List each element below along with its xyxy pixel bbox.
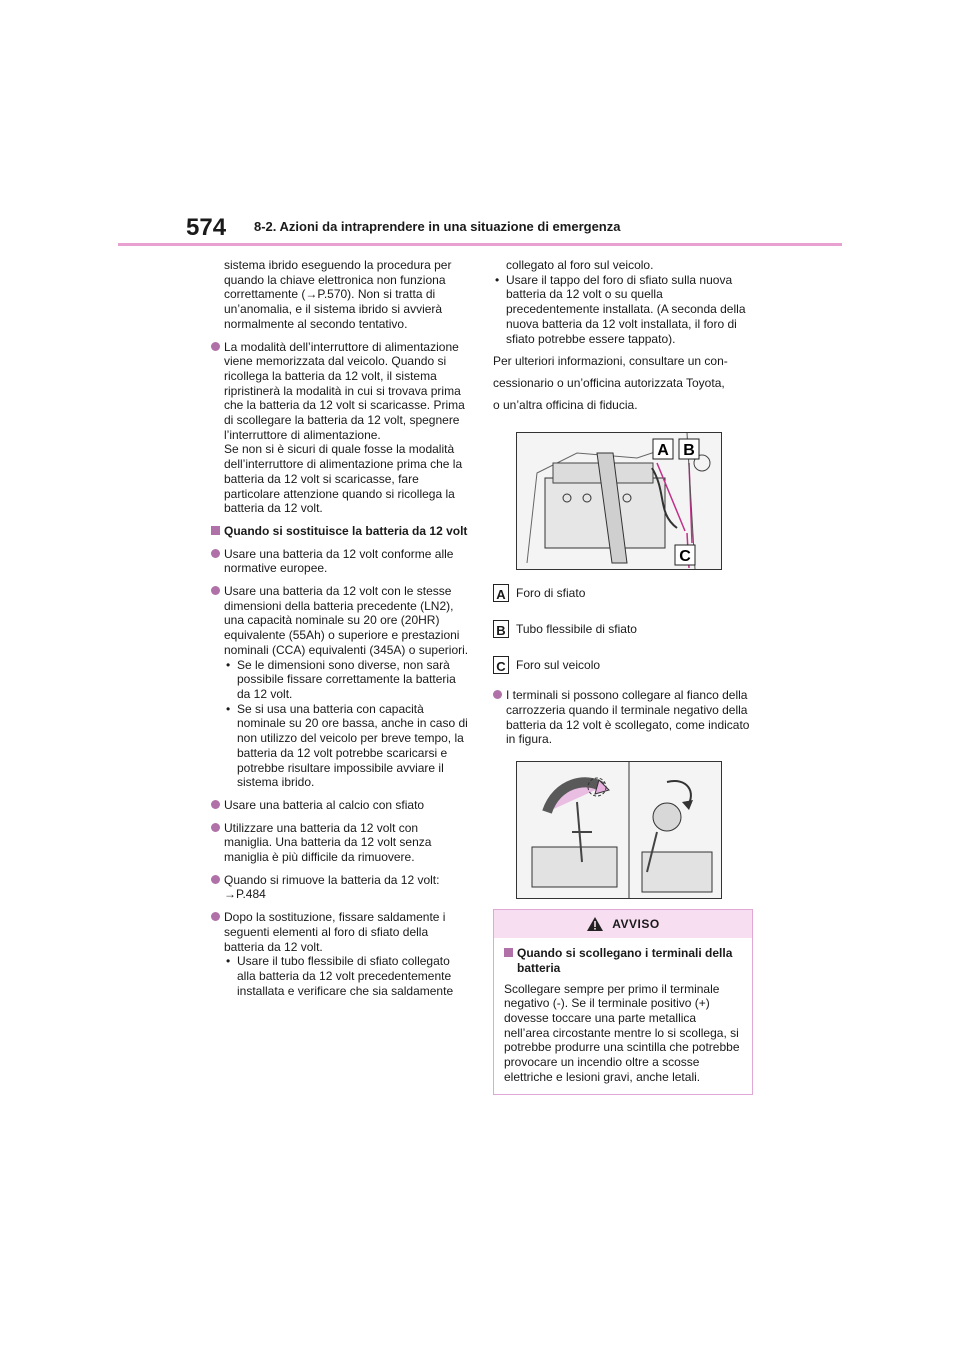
svg-text:B: B xyxy=(683,442,695,460)
bullet-icon xyxy=(211,800,220,809)
right-column xyxy=(493,258,753,1095)
bullet-icon xyxy=(211,823,220,832)
chapter-title: 8-2. Azioni da intraprendere in una situazione di emergenza xyxy=(254,219,621,234)
square-bullet-icon xyxy=(211,526,220,535)
list-item: Usare una batteria da 12 volt conforme alle normative europee. xyxy=(211,547,469,576)
svg-text:A: A xyxy=(657,442,669,460)
section-heading: Quando si sostituisce la batteria da 12 volt xyxy=(211,524,469,539)
left-column xyxy=(211,258,469,1006)
warning-label: AVVISO xyxy=(612,916,660,931)
sub-item: • Se le dimensioni sono diverse, non sarà possibile fissare correttamente la batteria da 12 volt. xyxy=(226,657,456,701)
header-divider xyxy=(118,243,842,246)
battery-vent-illustration xyxy=(516,432,722,570)
callout-text: Foro sul veicolo xyxy=(516,657,601,672)
page-reference-link[interactable]: →P.484 xyxy=(224,887,266,902)
list-item xyxy=(211,340,469,516)
callout-a xyxy=(493,584,753,602)
callout-letter: C xyxy=(493,656,509,674)
intro-paragraph: sistema ibrido eseguendo la procedura per quando la chiave elettronica non funziona correttamente (→P.570). Non si tratta di un’anomalia, e il sistema ibrido si avvierà normalmente al secondo tentativo. xyxy=(224,258,452,331)
sub-item: • Usare il tubo flessibile di sfiato collegato alla batteria da 12 volt precedentemente installata e verificare che sia saldamente xyxy=(226,954,454,998)
list-item: Dopo la sostituzione, fissare saldamente i seguenti elementi al foro di sfiato della batteria da 12 volt. • Usare il tubo flessibile di sfiato collegato alla batteria da 12 volt precedentemente installata e verificare che sia saldamente xyxy=(211,910,469,998)
bullet-icon xyxy=(211,586,220,595)
bullet-text: Se non si è sicuri di quale fosse la modalità dell’interruttore di alimentazione prima che la batteria da 12 volt si scaricasse, fare particolare attenzione quando si ricollega la batteria da 12 volt. xyxy=(224,442,463,516)
warning-title: Quando si scollegano i terminali della batteria xyxy=(504,946,742,975)
square-bullet-icon xyxy=(504,948,513,957)
bullet-icon xyxy=(211,912,220,921)
warning-icon xyxy=(586,916,604,932)
page-number: 574 xyxy=(186,214,227,241)
bullet-icon xyxy=(493,690,502,699)
terminal-illustration xyxy=(516,761,722,899)
callout-letter: A xyxy=(493,584,509,602)
list-item: Usare una batteria al calcio con sfiato xyxy=(211,798,469,813)
bullet-text: La modalità dell’interruttore di alimentazione viene memorizzata dal veicolo. Quando si ricollega la batteria da 12 volt, il sistema ripristinerà la modalità in cui si trovava prima che la batteria da 12 volt si scaricasse. Prima di scollegare la batteria da 12 volt, spegnere l’interruttore di alimentazione. xyxy=(224,339,465,442)
list-item: Utilizzare una batteria da 12 volt con maniglia. Una batteria da 12 volt senza maniglia è più difficile da rimuovere. xyxy=(211,821,469,865)
sub-item: • Usare il tappo del foro di sfiato sulla nuova batteria da 12 volt o su quella precedentemente installata. (A seconda della nuova batteria da 12 volt installata, il foro di sfiato potrebbe essere tappato). xyxy=(495,272,746,346)
callout-text: Tubo flessibile di sfiato xyxy=(516,621,637,636)
info-line: Per ulteriori informazioni, consultare un con- xyxy=(493,354,728,369)
warning-header xyxy=(494,910,752,938)
bullet-icon xyxy=(211,549,220,558)
warning-box xyxy=(493,909,753,1095)
info-line: o un’altra officina di fiducia. xyxy=(493,397,638,412)
list-item: Usare una batteria da 12 volt con le stesse dimensioni della batteria precedente (LN2), una capacità nominale su 20 ore (20HR) equivalente (55Ah) o superiore e prestazioni nominali (CCA) equivalenti (345A) o superiori. • Se le dimensioni sono diverse, non sarà possibile fissare correttamente la batteria da 12 volt. • Se si usa una batteria con capacità nominale su 20 ore bassa, anche in caso di non utilizzo del veicolo per breve tempo, la batteria da 12 volt potrebbe scaricarsi e potrebbe risultare impossibile avviare il sistema ibrido. xyxy=(211,584,469,790)
sub-item: • Se si usa una batteria con capacità nominale su 20 ore bassa, anche in caso di non utilizzo del veicolo per breve tempo, la batteria da 12 volt potrebbe scaricarsi e potrebbe risultare impossibile avviare il sistema ibrido. xyxy=(226,701,468,790)
list-item: Quando si rimuove la batteria da 12 volt: →P.484 xyxy=(211,873,469,902)
callout-b xyxy=(493,620,753,638)
warning-body xyxy=(494,938,752,1094)
info-line: cessionario o un’officina autorizzata Toyota, xyxy=(493,375,725,390)
bullet-icon xyxy=(211,875,220,884)
bullet-icon xyxy=(211,342,220,351)
callout-c xyxy=(493,656,753,674)
svg-text:C: C xyxy=(679,548,691,566)
warning-text: Scollegare sempre per primo il terminale negativo (-). Se il terminale positivo (+) dovesse toccare una parte metallica nell’area circostante mentre lo si scollega, si potrebbe produrre una scintilla che potrebbe provocare un incendio oltre a scosse elettriche e lesioni gravi, anche letali. xyxy=(504,981,740,1084)
callout-text: Foro di sfiato xyxy=(516,585,586,600)
list-item: I terminali si possono collegare al fianco della carrozzeria quando il terminale negativo della batteria da 12 volt è scollegato, come indicato in figura. xyxy=(493,688,753,747)
continued-text: collegato al foro sul veicolo. xyxy=(506,258,654,272)
callout-letter: B xyxy=(493,620,509,638)
